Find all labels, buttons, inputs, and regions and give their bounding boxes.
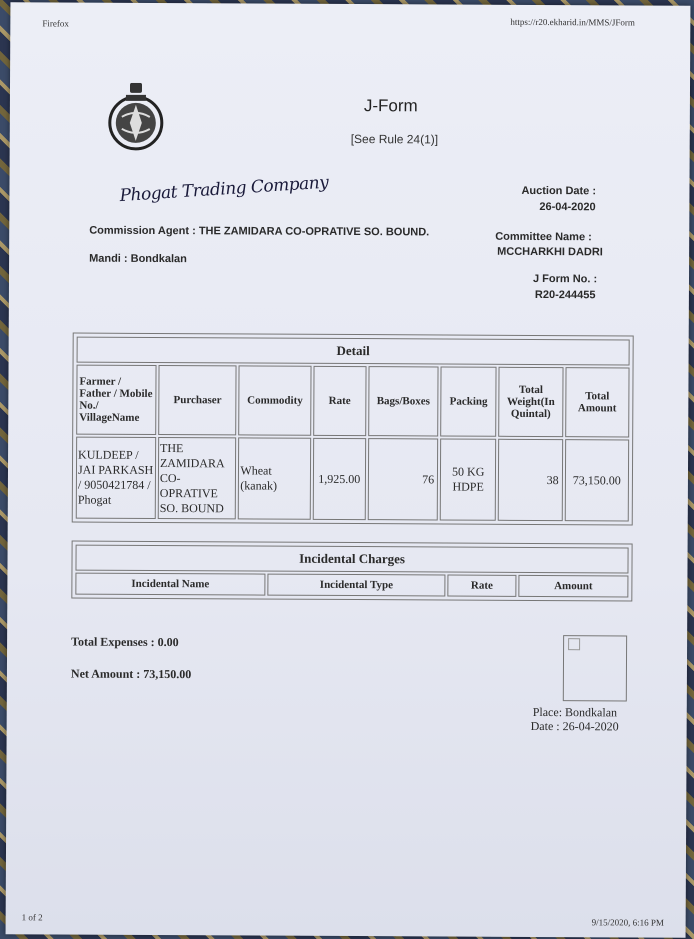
auction-date-label: Auction Date : <box>521 184 597 198</box>
col-amount: Total Amount <box>565 367 630 437</box>
cell-commodity: Wheat (kanak) <box>238 437 311 519</box>
printed-page <box>6 2 691 938</box>
cell-amount: 73,150.00 <box>564 439 629 521</box>
jform-no-label: J Form No. : <box>532 272 598 286</box>
col-weight: Total Weight(In Quintal) <box>499 367 564 437</box>
col-incidental-amount: Amount <box>518 575 628 598</box>
cell-rate: 1,925.00 <box>313 438 366 520</box>
total-expenses: Total Expenses : 0.00 <box>71 634 179 650</box>
auction-date: 26-04-2020 <box>539 200 596 214</box>
cell-bags: 76 <box>368 438 439 520</box>
incidental-caption: Incidental Charges <box>75 545 628 574</box>
col-farmer: Farmer / Father / Mobile No./ VillageName <box>76 365 156 435</box>
printed-timestamp: 9/15/2020, 6:16 PM <box>591 917 664 928</box>
firm-signature: Phogat Trading Company <box>119 172 329 207</box>
jform-no: R20-244455 <box>534 288 596 302</box>
rule-reference: [See Rule 24(1)] <box>350 132 439 147</box>
state-emblem-icon <box>108 83 164 153</box>
col-commodity: Commodity <box>239 365 312 435</box>
detail-caption: Detail <box>77 337 630 366</box>
incidental-table-frame <box>71 541 632 602</box>
mandi-name: Mandi : Bondkalan <box>89 252 187 266</box>
col-incidental-rate: Rate <box>448 575 517 597</box>
page-title: J-Form <box>363 96 418 116</box>
col-incidental-type: Incidental Type <box>267 574 445 597</box>
detail-table-frame <box>72 333 634 526</box>
net-amount: Net Amount : 73,150.00 <box>70 666 192 682</box>
cell-weight: 38 <box>498 439 563 521</box>
place: Place: Bondkalan <box>532 704 618 720</box>
col-purchaser: Purchaser <box>158 365 237 435</box>
col-packing: Packing <box>440 366 497 436</box>
browser-app-name: Firefox <box>42 18 69 29</box>
signature-box <box>563 635 627 701</box>
cell-farmer: KULDEEP / JAI PARKASH / 9050421784 / Phogat <box>76 437 156 519</box>
table-row <box>76 437 629 522</box>
date: Date : 26-04-2020 <box>530 718 619 734</box>
page-url: https://r20.ekharid.in/MMS/JForm <box>510 16 635 28</box>
cell-packing: 50 KG HDPE <box>440 438 497 520</box>
col-bags: Bags/Boxes <box>368 366 439 436</box>
incidental-table <box>73 543 630 600</box>
page-number: 1 of 2 <box>21 912 43 923</box>
commission-agent: Commission Agent : THE ZAMIDARA CO-OPRATIVE SO. BOUND. <box>89 224 430 239</box>
broken-image-icon <box>568 638 580 650</box>
col-rate: Rate <box>313 366 366 436</box>
committee-name: MCCHARKHI DADRI <box>497 245 603 259</box>
cell-purchaser: THE ZAMIDARA CO-OPRATIVE SO. BOUND <box>158 437 237 519</box>
committee-name-label: Committee Name : <box>495 230 592 244</box>
col-incidental-name: Incidental Name <box>75 573 265 596</box>
detail-table <box>74 335 632 524</box>
